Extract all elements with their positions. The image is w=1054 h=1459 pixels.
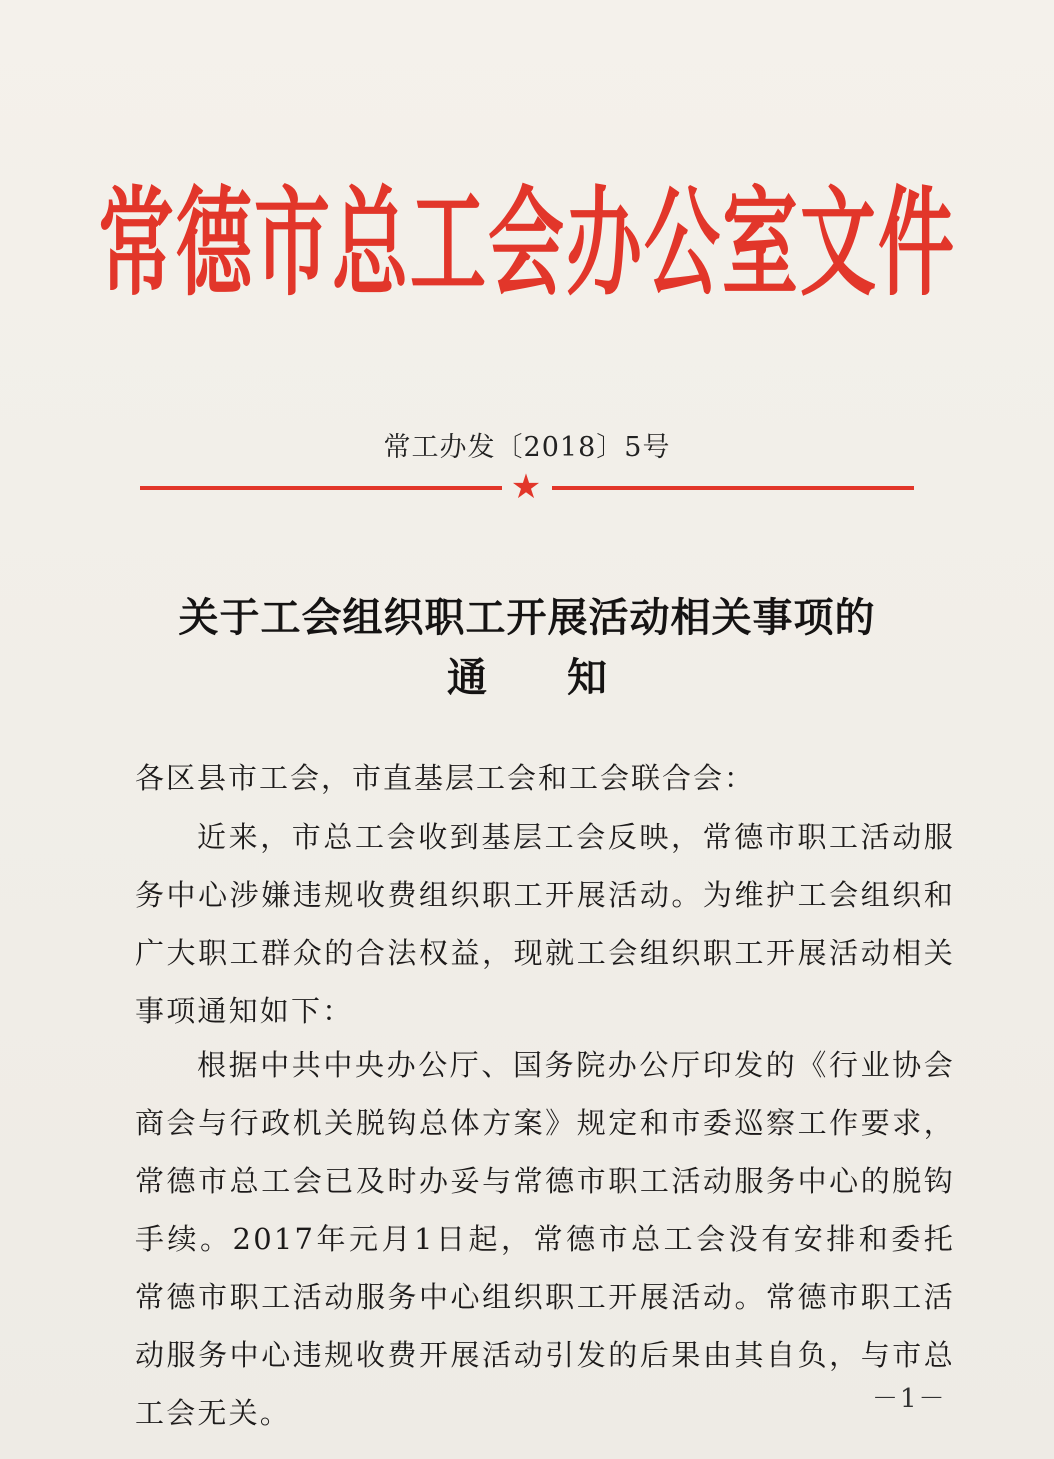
red-divider-right <box>552 486 914 490</box>
notice-title-line1: 关于工会组织职工开展活动相关事项的 <box>178 594 876 641</box>
page-number: －1－ <box>872 1384 947 1414</box>
notice-title-line2 <box>0 646 1054 703</box>
document-number: 常工办发〔2018〕5号 <box>383 432 671 463</box>
body-paragraph-2: 根据中共中央办公厅、国务院办公厅印发的《行业协会商会与行政机关脱钩总体方案》规定和市委巡察工作要求，常德市总工会已及时办妥与常德市职工活动服务中心的脱钩手续。2017年元月1日起，常德市总工会没有安排和委托常德市职工活动服务中心组织职工开展活动。常德市职工活动服务中心违规收费开展活动引发的后果由其自负，与市总工会无关。 <box>135 1048 955 1430</box>
star-icon: ★ <box>510 467 542 507</box>
salutation: 各区县市工会，市直基层工会和工会联合会： <box>135 761 756 795</box>
notice-title-char-2: 知 <box>567 654 607 701</box>
body-paragraph-1: 近来，市总工会收到基层工会反映，常德市职工活动服务中心涉嫌违规收费组织职工开展活动。为维护工会组织和广大职工群众的合法权益，现就工会组织职工开展活动相关事项通知如下： <box>135 820 955 1028</box>
document-org-title: 常德市总工会办公室文件 <box>98 174 956 313</box>
notice-title-char-1: 通 <box>447 654 487 701</box>
red-divider-left <box>140 486 502 490</box>
